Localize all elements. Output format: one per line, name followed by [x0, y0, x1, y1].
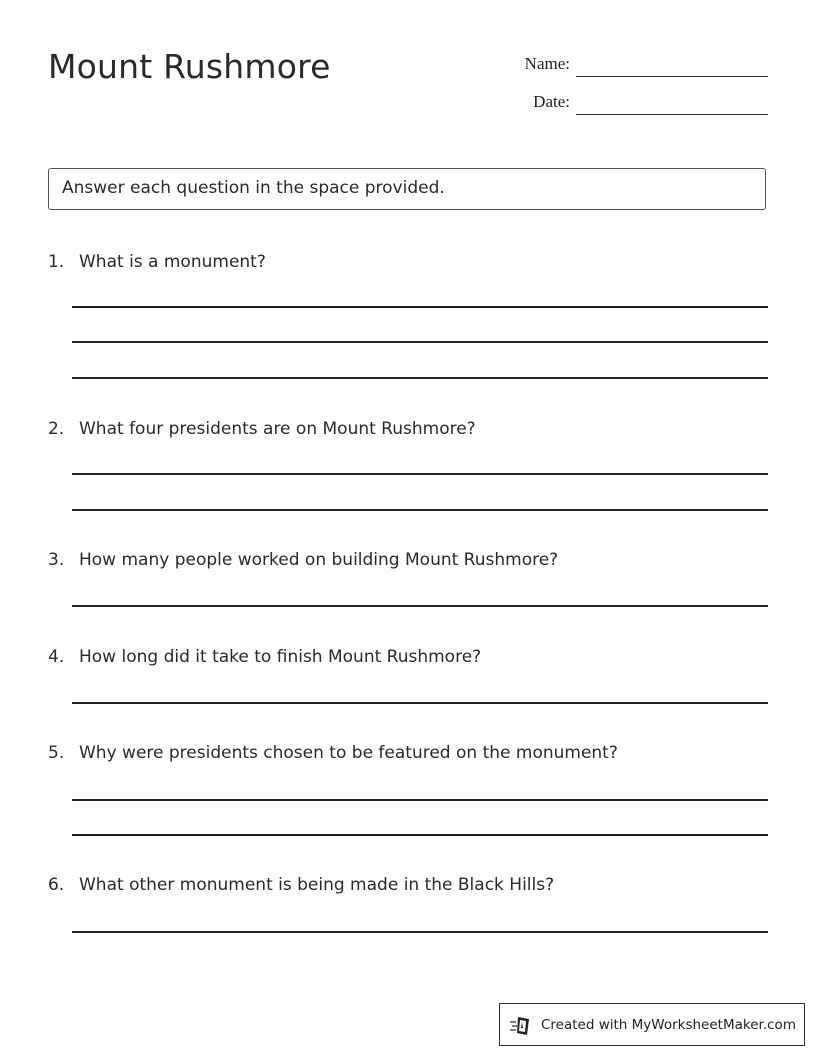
question-text: Why were presidents chosen to be featured on the monument?: [79, 743, 618, 763]
question-number: 5.: [48, 743, 65, 763]
instructions-box: [48, 168, 766, 210]
date-field: [440, 92, 570, 114]
question-text: How long did it take to finish Mount Rushmore?: [79, 647, 482, 667]
answer-line[interactable]: [72, 377, 768, 379]
credit-text: Created with MyWorksheetMaker.com: [541, 1017, 796, 1033]
question-text: What other monument is being made in the Black Hills?: [79, 875, 555, 895]
question-3: [48, 550, 558, 570]
instructions-text: Answer each question in the space provided.: [62, 178, 445, 198]
answer-line[interactable]: [72, 341, 768, 343]
answer-line[interactable]: [72, 834, 768, 836]
name-field: [440, 54, 570, 76]
date-write-line[interactable]: [576, 114, 768, 115]
name-write-line[interactable]: [576, 76, 768, 77]
question-number: 6.: [48, 875, 65, 895]
answer-line[interactable]: [72, 799, 768, 801]
question-text: What four presidents are on Mount Rushmore?: [79, 419, 476, 439]
worksheet-maker-logo-icon: [510, 1015, 534, 1037]
answer-line[interactable]: [72, 509, 768, 511]
answer-line[interactable]: [72, 306, 768, 308]
question-number: 1.: [48, 252, 65, 272]
question-4: [48, 647, 481, 667]
date-label: Date:: [533, 92, 570, 111]
answer-line[interactable]: [72, 931, 768, 933]
answer-line[interactable]: [72, 605, 768, 607]
question-text: How many people worked on building Mount Rushmore?: [79, 550, 559, 570]
question-5: [48, 743, 618, 763]
answer-line[interactable]: [72, 473, 768, 475]
question-number: 3.: [48, 550, 65, 570]
question-6: [48, 875, 554, 895]
question-number: 2.: [48, 419, 65, 439]
question-1: [48, 252, 266, 272]
question-number: 4.: [48, 647, 65, 667]
name-label: Name:: [524, 54, 570, 73]
question-text: What is a monument?: [79, 252, 266, 272]
created-with-badge[interactable]: [499, 1003, 805, 1046]
answer-line[interactable]: [72, 702, 768, 704]
worksheet-title: Mount Rushmore: [48, 47, 331, 86]
question-2: [48, 419, 476, 439]
